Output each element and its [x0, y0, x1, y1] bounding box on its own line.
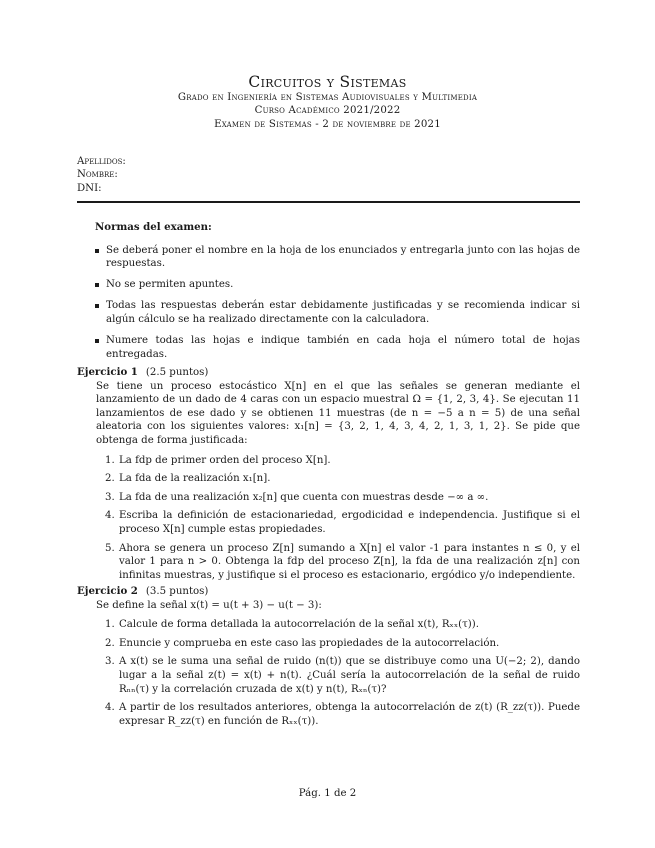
exercise-1-points: (2.5 puntos) — [145, 367, 209, 378]
question-item — [77, 637, 580, 651]
question-number: 3. — [105, 491, 115, 503]
exercise-2-points: (3.5 puntos) — [145, 586, 209, 597]
course-title: Circuitos y Sistemas — [248, 73, 407, 91]
question-number: 2. — [105, 473, 115, 485]
rule-item: Se deberá poner el nombre en la hoja de los enunciados y entregarla junto con las hojas de respuestas. — [95, 244, 580, 271]
id-label: DNI: — [77, 182, 102, 194]
exercise-2 — [77, 585, 580, 733]
question-number: 1. — [105, 454, 115, 466]
rule-item: No se permiten apuntes. — [95, 278, 580, 292]
question-text: Ahora se genera un proceso Z[n] sumando a X[n] el valor -1 para instantes n ≤ 0, y el valor 1 para n > 0. Obtenga la fdp del proceso Z[n], la fda de una realización z[n] con infinitas muestras, y justifique si el proceso es estacionario, ergódico y/o independiente. — [119, 542, 580, 581]
name-label: Nombre: — [77, 169, 118, 181]
exercise-1-header — [77, 366, 580, 380]
question-item — [77, 454, 580, 468]
question-text: Calcule de forma detallada la autocorrelación de la señal x(t), Rₓₓ(τ)). — [119, 619, 479, 631]
question-number: 2. — [105, 637, 115, 649]
academic-year: Curso Académico 2021/2022 — [254, 105, 401, 117]
question-text: A x(t) se le suma una señal de ruido (n(t)) que se distribuye como una U(−2; 2), dando lugar a la señal z(t) = x(t) + n(t). ¿Cuál sería la autocorrelación de la señal de ruido Rₙₙ(τ) y la correlación cruzada de x(t) y n(t), Rₓₙ(τ)? — [119, 656, 580, 695]
question-text: Escriba la definición de estacionariedad, ergodicidad e independencia. Justifique si el proceso X[n] cumple estas propiedades. — [119, 510, 580, 535]
question-item — [77, 701, 580, 728]
question-text: La fda de la realización x₁[n]. — [119, 473, 271, 485]
question-item — [77, 618, 580, 632]
question-text: La fdp de primer orden del proceso X[n]. — [119, 454, 331, 466]
document-header — [0, 74, 655, 131]
horizontal-divider — [77, 201, 580, 203]
exercise-2-statement: Se define la señal x(t) = u(t + 3) − u(t − 3): — [96, 599, 322, 611]
exercise-1 — [77, 366, 580, 587]
question-item — [77, 491, 580, 505]
exam-title: Examen de Sistemas - 2 de noviembre de 2021 — [214, 118, 441, 130]
question-number: 4. — [105, 702, 115, 714]
question-item — [77, 655, 580, 696]
question-item — [77, 472, 580, 486]
exercise-2-title: Ejercicio 2 — [77, 585, 138, 597]
question-text: La fda de una realización x₂[n] que cuenta con muestras desde −∞ a ∞. — [119, 491, 489, 503]
exercise-1-statement: Se tiene un proceso estocástico X[n] en el que las señales se generan mediante el lanzamiento de un dado de 4 caras con un espacio muestral Ω = {1, 2, 3, 4}. Se ejecutan 11 lanzamientos de ese dado y se obtienen 11 muestras (de n = −5 a n = 5) de una señal aleatoria con los siguientes valores: x₁[n] = {3, 2, 1, 4, 3, 4, 2, 1, 3, 1, 2}. Se pide que obtenga de forma justificada: — [96, 380, 580, 446]
question-text: Enuncie y comprueba en este caso las propiedades de la autocorrelación. — [119, 637, 500, 649]
question-number: 5. — [105, 542, 115, 554]
degree-name: Grado en Ingeniería en Sistemas Audiovisuales y Multimedia — [177, 92, 478, 103]
exercise-2-questions — [77, 618, 580, 728]
exercise-1-questions — [77, 454, 580, 583]
exam-rules — [95, 221, 580, 369]
question-number: 3. — [105, 656, 115, 668]
exercise-1-title: Ejercicio 1 — [77, 366, 138, 378]
question-number: 1. — [105, 619, 115, 631]
question-number: 4. — [105, 510, 115, 522]
rule-item: Numere todas las hojas e indique también en cada hoja el número total de hojas entregadas. — [95, 334, 580, 361]
student-identification — [77, 155, 126, 195]
question-item — [77, 509, 580, 536]
exam-rules-heading: Normas del examen: — [95, 221, 212, 233]
rule-item: Todas las respuestas deberán estar debidamente justificadas y se recomienda indicar si algún cálculo se ha realizado directamente con la calculadora. — [95, 299, 580, 326]
exercise-2-header — [77, 585, 580, 599]
page-number: Pág. 1 de 2 — [298, 788, 357, 799]
surname-label: Apellidos: — [77, 156, 126, 167]
question-text: A partir de los resultados anteriores, obtenga la autocorrelación de z(t) (R_zz(τ)). Puede expresar R_zz(τ) en función de Rₓₓ(τ)). — [119, 702, 580, 727]
question-item — [77, 542, 580, 583]
